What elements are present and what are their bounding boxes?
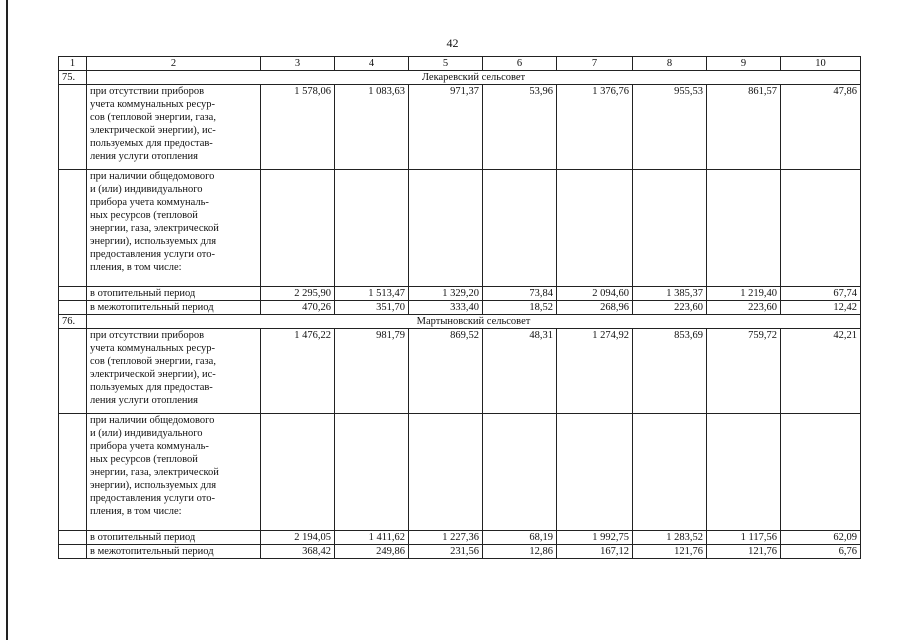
header-cell: 9 [707,57,781,71]
value-cell: 981,79 [335,329,409,414]
value-cell: 861,57 [707,85,781,170]
table-row [59,85,861,170]
value-cell: 1 117,56 [707,531,781,545]
table-row [59,531,861,545]
section-number: 75. [59,71,87,85]
section-name: Лекаревский сельсовет [87,71,861,85]
value-cell: 1 227,36 [409,531,483,545]
value-cell: 42,21 [781,329,861,414]
value-cell: 1 411,62 [335,531,409,545]
value-cell: 759,72 [707,329,781,414]
value-cell: 223,60 [633,301,707,315]
table-row [59,545,861,559]
row-label: в отопительный период [87,287,261,301]
table-row [59,301,861,315]
header-cell: 6 [483,57,557,71]
page-number: 42 [446,36,459,50]
value-cell: 1 329,20 [409,287,483,301]
tariff-table [58,56,861,559]
header-cell: 7 [557,57,633,71]
row-label: при наличии общедомового и (или) индивидуального прибора учета коммуналь- ных ресурсов (тепловой энергии, газа, электрической энергии), используемых для предоставления услуги ото- пления, в том числе: [87,414,261,531]
section-row [59,315,861,329]
value-cell: 470,26 [261,301,335,315]
row-label: в межотопительный период [87,301,261,315]
header-cell: 4 [335,57,409,71]
header-cell: 2 [87,57,261,71]
table-row [59,170,861,287]
value-cell: 48,31 [483,329,557,414]
value-cell: 67,74 [781,287,861,301]
value-cell: 223,60 [707,301,781,315]
value-cell: 62,09 [781,531,861,545]
value-cell: 1 376,76 [557,85,633,170]
section-row [59,71,861,85]
table-row [59,329,861,414]
value-cell: 1 513,47 [335,287,409,301]
value-cell: 73,84 [483,287,557,301]
value-cell: 1 219,40 [707,287,781,301]
page-edge-line [6,0,8,640]
value-cell: 1 476,22 [261,329,335,414]
value-cell: 1 992,75 [557,531,633,545]
value-cell: 268,96 [557,301,633,315]
value-cell: 167,12 [557,545,633,559]
header-cell: 5 [409,57,483,71]
value-cell: 53,96 [483,85,557,170]
row-label: в отопительный период [87,531,261,545]
header-cell: 3 [261,57,335,71]
value-cell: 853,69 [633,329,707,414]
value-cell: 333,40 [409,301,483,315]
value-cell: 249,86 [335,545,409,559]
value-cell: 12,86 [483,545,557,559]
header-row [59,57,861,71]
value-cell: 121,76 [707,545,781,559]
value-cell: 18,52 [483,301,557,315]
value-cell: 869,52 [409,329,483,414]
value-cell: 368,42 [261,545,335,559]
table-row [59,287,861,301]
value-cell: 955,53 [633,85,707,170]
value-cell: 68,19 [483,531,557,545]
value-cell: 971,37 [409,85,483,170]
value-cell: 6,76 [781,545,861,559]
value-cell: 121,76 [633,545,707,559]
row-label: при отсутствии приборов учета коммунальных ресур- сов (тепловой энергии, газа, электрической энергии), ис- пользуемых для предостав- ления услуги отопления [87,85,261,170]
header-cell: 1 [59,57,87,71]
value-cell: 1 578,06 [261,85,335,170]
row-label: в межотопительный период [87,545,261,559]
value-cell: 351,70 [335,301,409,315]
header-cell: 8 [633,57,707,71]
value-cell: 47,86 [781,85,861,170]
section-name: Мартыновский сельсовет [87,315,861,329]
value-cell: 2 194,05 [261,531,335,545]
row-label: при наличии общедомового и (или) индивидуального прибора учета коммуналь- ных ресурсов (тепловой энергии, газа, электрической энергии), используемых для предоставления услуги ото- пления, в том числе: [87,170,261,287]
value-cell: 1 274,92 [557,329,633,414]
table-row [59,414,861,531]
value-cell: 12,42 [781,301,861,315]
header-cell: 10 [781,57,861,71]
row-label: при отсутствии приборов учета коммунальных ресур- сов (тепловой энергии, газа, электрической энергии), ис- пользуемых для предостав- ления услуги отопления [87,329,261,414]
value-cell: 1 083,63 [335,85,409,170]
value-cell: 1 283,52 [633,531,707,545]
value-cell: 1 385,37 [633,287,707,301]
value-cell: 231,56 [409,545,483,559]
value-cell: 2 094,60 [557,287,633,301]
value-cell: 2 295,90 [261,287,335,301]
section-number: 76. [59,315,87,329]
